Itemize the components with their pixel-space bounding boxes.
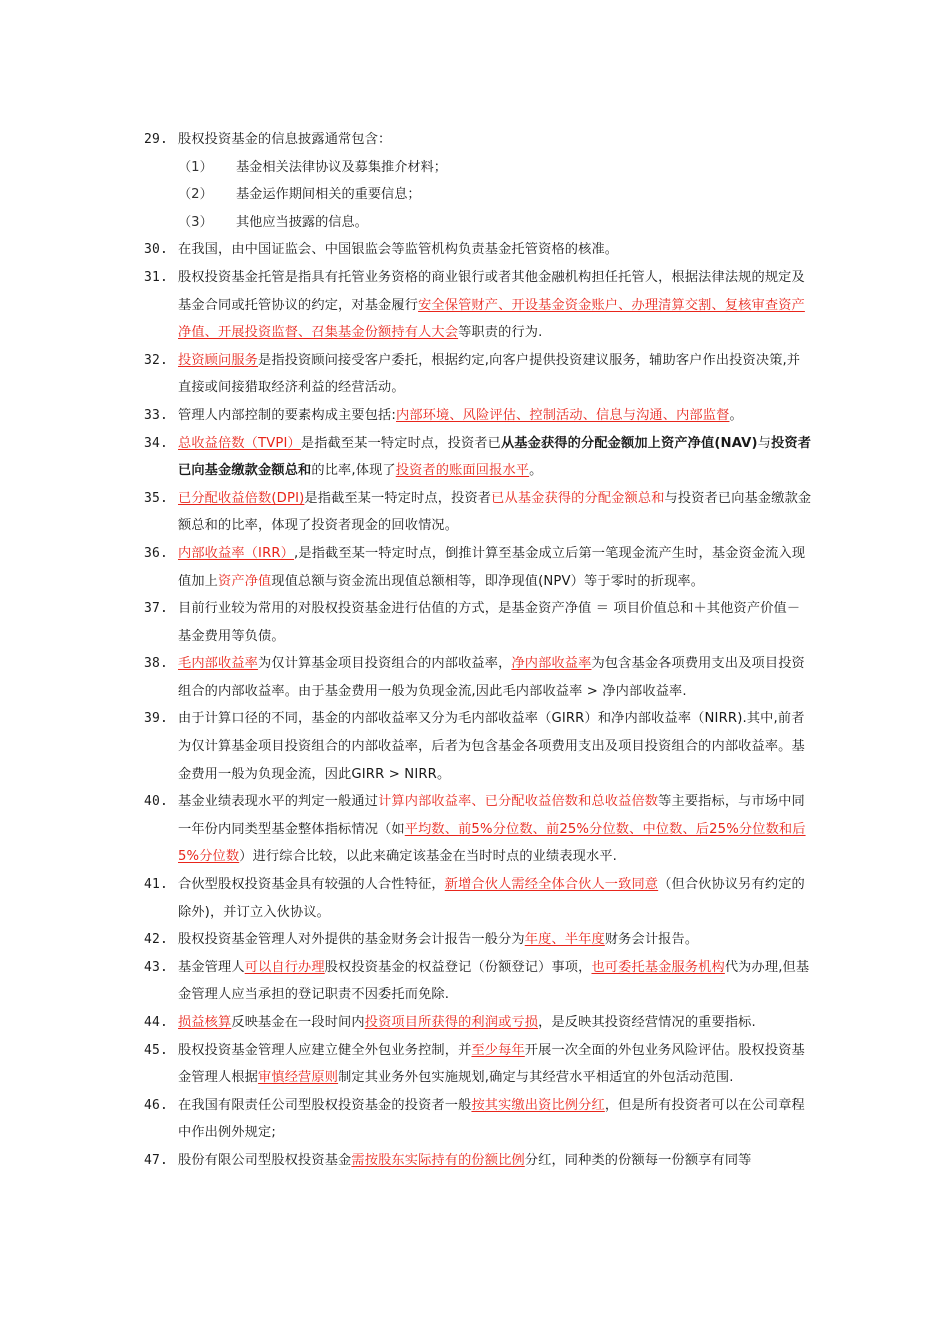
item-text: 现值总额与资金流出现值总额相等，即净现值(NPV）等于零时的折现率。 — [271, 573, 705, 589]
item-number: 29. — [144, 132, 168, 147]
item-number: 47. — [144, 1152, 168, 1168]
item-text: 股权投资基金管理人对外提供的基金财务会计报告一般分为 — [178, 932, 525, 948]
highlighted-phrase: 投资顾问服务 — [178, 352, 259, 368]
highlighted-phrase: 净内部收益率 — [511, 656, 592, 672]
item-number: 41. — [144, 877, 168, 893]
item-text: 。 — [529, 463, 543, 479]
highlighted-phrase: 审慎经营原则 — [258, 1070, 339, 1086]
highlighted-phrase: 已从基金获得的分配金额总和 — [491, 490, 665, 506]
highlighted-phrase: 安全保管财产、开设基金资金账户、办理清算交割、复核审查资产净值、开展投资监督、召集基金份额持有人大会 — [178, 297, 805, 341]
item-text: 与投资者已向基金缴款金额总和的比率，体现了投资者现金的回收情况。 — [178, 490, 812, 534]
item-text: 基金业绩表现水平的判定一般通过 — [178, 794, 379, 810]
item-text: 为仅计算基金项目投资组合的内部收益率， — [258, 656, 512, 672]
sub-item-3 — [144, 209, 812, 237]
item-text: 。 — [729, 407, 743, 423]
highlighted-phrase: 投资者的账面回报水平 — [395, 463, 530, 479]
highlighted-phrase: 也可委托基金服务机构 — [591, 959, 725, 975]
highlighted-phrase: 毛内部收益率 — [178, 656, 259, 672]
item-number: 32. — [144, 352, 168, 368]
item-text: 的比率,体现了 — [311, 463, 396, 479]
list-item-42 — [144, 926, 812, 954]
highlighted-phrase: 需按股东实际持有的份额比例 — [351, 1152, 525, 1168]
item-number: 37. — [144, 601, 168, 617]
list-item-33 — [144, 402, 812, 430]
item-number: 33. — [144, 407, 168, 423]
item-number: 42. — [144, 932, 168, 948]
sub-label: （3） — [178, 214, 213, 230]
highlighted-phrase: 按其实缴出资比例分红 — [471, 1097, 605, 1113]
item-text: 由于计算口径的不同，基金的内部收益率又分为毛内部收益率（GIRR）和净内部收益率（NIRR).其中,前者为仅计算基金项目投资组合的内部收益率，后者为包含基金各项费用支出及项目投资组合的内部收益率。基金费用一般为负现金流，因此GIRR > NIRR。 — [178, 711, 805, 782]
sub-text: 基金相关法律协议及募集推介材料； — [236, 159, 447, 175]
item-text: 股权投资基金托管是指具有托管业务资格的商业银行或者其他金融机构担任托管人，根据法律法规的规定及基金合同或托管协议的约定，对基金履行 — [178, 269, 805, 313]
list-item-39 — [144, 705, 812, 788]
highlighted-phrase: 总收益倍数（TVPI） — [178, 435, 301, 451]
highlighted-phrase: 损益核算 — [178, 1015, 232, 1030]
item-text: 等职责的行为. — [458, 325, 543, 341]
list-item-46 — [144, 1092, 812, 1147]
list-item-44 — [144, 1009, 812, 1037]
item-text: ）进行综合比较，以此来确定该基金在当时时点的业绩表现水平. — [239, 849, 618, 865]
item-text: 是指截至某一特定时点，投资者已 — [300, 435, 501, 451]
highlighted-phrase: 投资项目所获得的利润或亏损 — [364, 1015, 539, 1030]
sub-item-1 — [144, 154, 812, 182]
item-text: ,是指截至某一特定时点，倒推计算至基金成立后第一笔现金流产生时，基金资金流入现值加上 — [178, 545, 806, 589]
item-text: 股权投资基金管理人应建立健全外包业务控制，并 — [178, 1042, 472, 1058]
item-text: 在我国有限责任公司型股权投资基金的投资者一般 — [178, 1097, 472, 1113]
item-number: 34. — [144, 435, 168, 451]
item-text: 开展一次全面的外包业务风险评估。股权投资基金管理人根据 — [178, 1042, 805, 1086]
highlighted-phrase: 资产净值 — [218, 573, 272, 589]
item-number: 45. — [144, 1042, 168, 1058]
highlighted-phrase: 年度、半年度 — [524, 932, 605, 948]
item-text: 股权投资基金的信息披露通常包含： — [178, 132, 392, 147]
item-number: 39. — [144, 711, 168, 727]
item-number: 44. — [144, 1015, 168, 1030]
item-number: 38. — [144, 656, 168, 672]
item-number: 30. — [144, 242, 168, 258]
item-text: 制定其业务外包实施规划,确定与其经营水平相适宜的外包活动范围. — [338, 1070, 734, 1086]
item-text: 股份有限公司型股权投资基金 — [178, 1152, 352, 1168]
sub-label: （2） — [178, 187, 213, 203]
highlighted-phrase: 计算内部收益率、已分配收益倍数和总收益倍数 — [378, 794, 659, 810]
item-text: 是指截至某一特定时点，投资者 — [304, 490, 492, 506]
list-item-38 — [144, 650, 812, 705]
item-number: 40. — [144, 794, 168, 810]
list-item-30 — [144, 236, 812, 264]
list-item-43 — [144, 954, 812, 1009]
item-text: 财务会计报告。 — [604, 932, 699, 948]
bold-phrase: 投资者已向基金缴款金额总和 — [178, 435, 812, 479]
list-item-35 — [144, 485, 812, 540]
list-item-31 — [144, 264, 812, 347]
list-item-37 — [144, 595, 812, 650]
item-number: 46. — [144, 1097, 168, 1113]
item-text: 等主要指标，与市场中同一年份内同类型基金整体指标情况（如 — [178, 794, 805, 837]
sub-label: （1） — [178, 159, 213, 175]
item-text: ，是反映其投资经营情况的重要指标. — [538, 1015, 756, 1030]
item-text: 为包含基金各项费用支出及项目投资组合的内部收益率。由于基金费用一般为负现金流,因此毛内部收益率 > 净内部收益率. — [178, 656, 805, 699]
item-text: 合伙型股权投资基金具有较强的人合性特征， — [178, 877, 445, 893]
item-text: 目前行业较为常用的对股权投资基金进行估值的方式，是基金资产净值 ＝ 项目价值总和＋其他资产价值－基金费用等负债。 — [178, 601, 801, 644]
item-number: 35. — [144, 490, 168, 506]
item-text: 与 — [757, 435, 772, 451]
sub-text: 其他应当披露的信息。 — [236, 214, 368, 230]
item-text: （但合伙协议另有约定的除外)，并订立入伙协议。 — [178, 877, 805, 920]
highlighted-phrase: 内部环境、风险评估、控制活动、信息与沟通、内部监督 — [396, 407, 730, 423]
item-text: 是指投资顾问接受客户委托，根据约定,向客户提供投资建议服务，辅助客户作出投资决策,并直接或间接猎取经济利益的经营活动。 — [178, 352, 801, 396]
sub-text: 基金运作期间相关的重要信息； — [236, 187, 421, 203]
list-item-45 — [144, 1037, 812, 1092]
item-text: 股权投资基金的权益登记（份额登记）事项， — [324, 959, 592, 975]
highlighted-phrase: 平均数、前5%分位数、前25%分位数、中位数、后25%分位数和后5%分位数 — [178, 821, 806, 865]
list-item-29 — [144, 126, 812, 154]
list-item-47 — [144, 1147, 812, 1175]
item-number: 36. — [144, 545, 168, 561]
item-text: 反映基金在一段时间内 — [231, 1015, 365, 1030]
highlighted-phrase: 已分配收益倍数(DPI) — [178, 490, 305, 506]
list-item-40 — [144, 788, 812, 871]
highlighted-phrase: 新增合伙人需经全体合伙人一致同意 — [444, 877, 659, 893]
list-item-36 — [144, 540, 812, 595]
item-number: 31. — [144, 269, 168, 285]
item-text: 管理人内部控制的要素构成主要包括: — [178, 407, 396, 423]
item-text: ，但是所有投资者可以在公司章程中作出例外规定; — [178, 1097, 805, 1141]
list-item-34 — [144, 430, 812, 485]
list-item-41 — [144, 871, 812, 926]
item-text: 基金管理人 — [178, 959, 245, 975]
item-text: 分红，同种类的份额每一份额享有同等 — [524, 1152, 752, 1168]
sub-item-2 — [144, 181, 812, 209]
item-number: 43. — [144, 959, 168, 975]
list-item-32 — [144, 347, 812, 402]
document-body — [144, 126, 812, 1175]
bold-phrase: 从基金获得的分配金额加上资产净值(NAV) — [500, 435, 758, 451]
item-text: 代为办理,但基金管理人应当承担的登记职责不因委托而免除. — [178, 959, 810, 1003]
highlighted-phrase: 至少每年 — [471, 1042, 525, 1058]
highlighted-phrase: 可以自行办理 — [244, 959, 325, 975]
highlighted-phrase: 内部收益率（IRR） — [178, 545, 295, 561]
item-text: 在我国，由中国证监会、中国银监会等监管机构负责基金托管资格的核准。 — [178, 242, 619, 258]
